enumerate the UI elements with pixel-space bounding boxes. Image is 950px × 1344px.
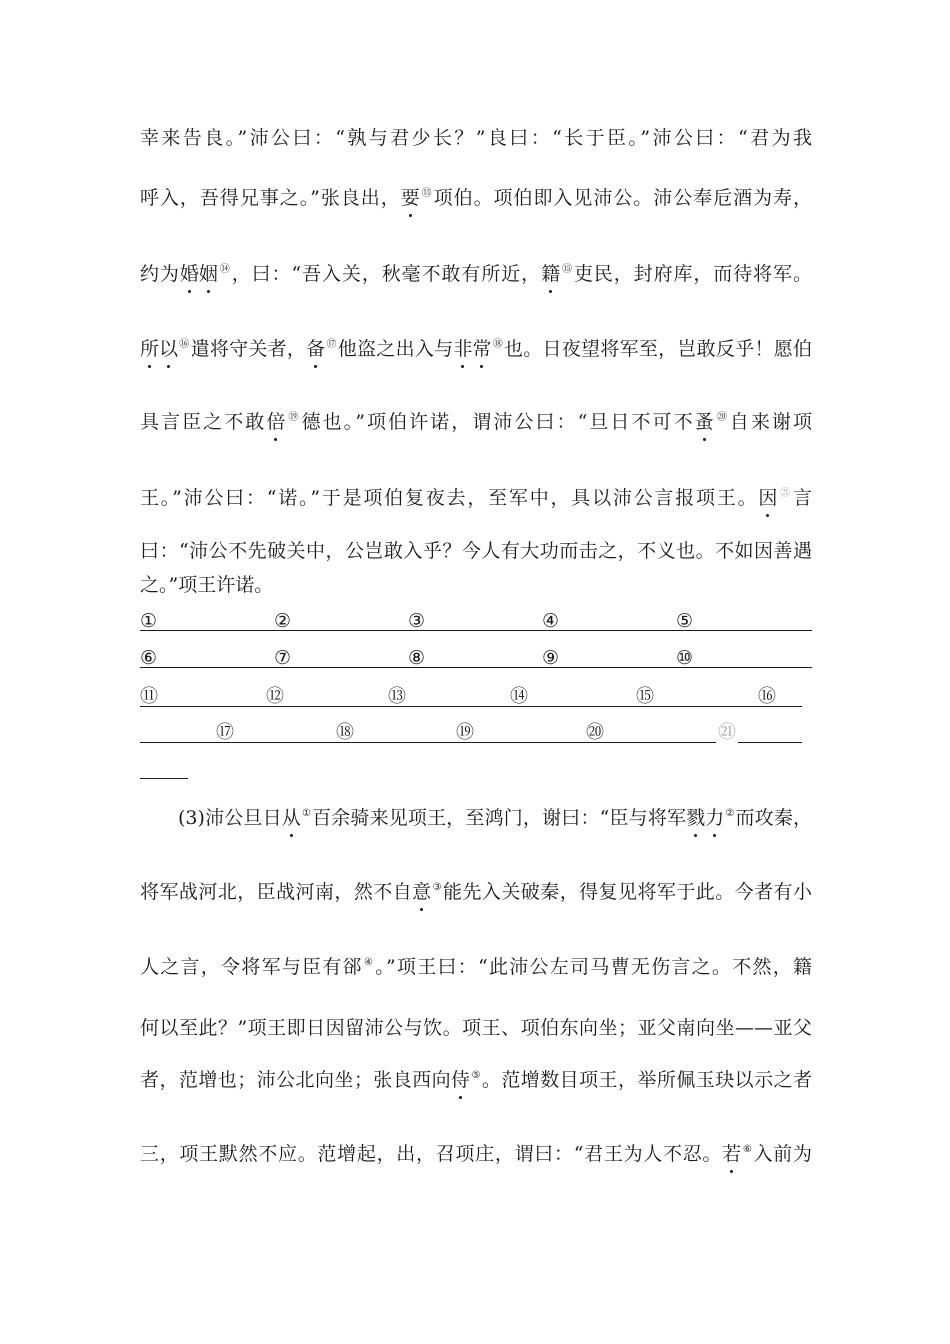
answer-label: ㉑ [716, 718, 738, 744]
answer-label: ① [140, 610, 158, 632]
footnote-marker: ⑮ [561, 264, 573, 275]
text-run: 他盗之出入与 [337, 338, 454, 360]
answer-row-4 [140, 720, 802, 743]
text-run: ，曰：“吾入关，秋毫不敢有所近， [231, 263, 542, 285]
footnote-marker: ⑭ [218, 264, 231, 275]
emphasized-char: 侍 [451, 1069, 471, 1091]
text-run: 自来谢项 [729, 411, 812, 433]
text-run: 之。”项王许诺。 [140, 574, 274, 596]
footnote-marker: ⑰ [326, 339, 337, 350]
answer-label: ⑫ [266, 686, 284, 707]
text-run: 以示之者 [734, 1069, 812, 1091]
text-run: 而攻秦， [735, 807, 813, 829]
footnote-marker: ⑬ [420, 188, 433, 199]
answer-label: ⑲ [456, 722, 474, 743]
answer-label: ⑮ [636, 686, 654, 707]
answer-row-2 [140, 645, 812, 668]
text-line [140, 1016, 812, 1040]
text-run: 遣将守关者， [190, 338, 307, 360]
text-line [140, 262, 812, 286]
emphasized-char: 倍 [266, 411, 286, 433]
text-run: 也。日夜望将军至，岂敢反乎！愿伯 [503, 338, 813, 360]
emphasized-char: 力 [705, 807, 725, 829]
answer-label: ⑱ [336, 722, 354, 743]
text-run: 王。”沛公曰：“诺。”于是项伯复夜去，至军中，具以沛公言报项王。 [140, 487, 759, 509]
text-run: 郤 [342, 956, 363, 978]
emphasized-char: 从 [281, 807, 301, 829]
text-run: 约为 [140, 263, 180, 285]
emphasized-char: 姻 [198, 263, 218, 285]
footnote-marker: ⑥ [742, 1144, 753, 1155]
footnote-marker: ⑯ [179, 339, 190, 350]
text-line [140, 337, 812, 361]
answer-label: ⑰ [216, 722, 234, 743]
text-run: 三，项王默然不应。范增起，出，召项庄，谓曰：“君王为人不忍。 [140, 1143, 723, 1165]
answer-label: ⑨ [542, 647, 560, 669]
text-run: 入前为 [753, 1143, 812, 1165]
answer-label: ④ [542, 610, 560, 632]
text-line [140, 126, 812, 150]
text-run: 幸来告良。”沛公曰：“孰与君少长？”良曰：“长于臣。”沛公曰：“君为我 [140, 127, 812, 149]
emphasized-char: 所 [140, 338, 160, 360]
footnote-marker: ⑱ [492, 339, 503, 350]
text-run: 言 [792, 487, 812, 509]
answer-label: ⑬ [388, 686, 406, 707]
answer-row-3 [140, 684, 802, 707]
text-run: 何以至此？”项王即日因留沛公与饮。项王、项伯东向坐；亚父南向坐——亚父 [140, 1017, 812, 1039]
text-line [178, 806, 812, 830]
answer-label: ⑦ [274, 647, 292, 669]
emphasized-char: 若 [722, 1143, 742, 1165]
text-line [140, 1142, 812, 1166]
text-line [140, 955, 812, 979]
text-line [140, 486, 812, 510]
answer-label: ⑳ [586, 722, 604, 743]
emphasized-char: 以 [159, 338, 179, 360]
emphasized-char: 籍 [541, 263, 561, 285]
footnote-marker: ⑤ [471, 1070, 481, 1081]
text-run: 能先入关破秦，得复见将军于此。今者有小 [443, 881, 812, 903]
emphasized-char: 婚 [179, 263, 199, 285]
emphasized-char: 非 [453, 338, 473, 360]
text-run: 德也。”项伯许诺，谓沛公曰：“旦日不可不 [301, 411, 695, 433]
text-line [140, 186, 812, 210]
footnote-marker: ③ [432, 882, 443, 893]
answer-label: ③ [408, 610, 426, 632]
answer-label: ⑧ [408, 647, 426, 669]
text-run: 玦 [715, 1069, 735, 1091]
answer-label: ② [274, 610, 292, 632]
answer-label: ⑯ [758, 686, 776, 707]
text-run: 百余骑来见项王，至鸿门，谢曰：“臣与将军 [312, 807, 687, 829]
emphasized-char: 蚤 [694, 411, 714, 433]
answer-label: ⑥ [140, 647, 158, 669]
footnote-marker: ⑳ [714, 412, 729, 423]
text-run: 人之言，令将军与臣有 [140, 956, 343, 978]
footnote-marker: ④ [363, 957, 375, 968]
emphasized-char: 备 [306, 338, 326, 360]
emphasized-char: 戮 [686, 807, 706, 829]
answer-label: ⑤ [676, 610, 694, 632]
emphasized-char: 要 [400, 187, 420, 209]
text-run: 具言臣之不敢 [140, 411, 267, 433]
text-line [140, 880, 812, 904]
footnote-marker: ① [301, 808, 312, 819]
text-run: 者，范增也；沛公北向坐；张良西向 [140, 1069, 452, 1091]
text-line [140, 410, 812, 434]
footnote-marker: ㉑ [778, 488, 792, 499]
emphasized-char: 因 [758, 487, 778, 509]
text-run: 曰：“沛公不先破关中，公岂敢入乎？今人有大功而击之，不义也。不如因善遇 [140, 540, 812, 562]
text-run: 项伯。项伯即入见沛公。沛公奉卮酒为寿， [433, 187, 812, 209]
answer-label: ⑭ [510, 686, 528, 707]
text-run: 将军战河北，臣战河南，然不自 [140, 881, 413, 903]
text-line [140, 573, 812, 597]
emphasized-char: 意 [412, 881, 432, 903]
answer-row-1 [140, 608, 812, 631]
text-line [140, 539, 812, 563]
text-run: 吏民，封府库，而待将军。 [573, 263, 813, 285]
text-run: 呼入，吾得兄事之。”张良出， [140, 187, 401, 209]
text-run: (3)沛公旦日 [178, 807, 282, 829]
text-run: 。范增数目项王，举所佩玉 [481, 1069, 716, 1091]
emphasized-char: 常 [472, 338, 492, 360]
answer-label: ⑪ [140, 686, 158, 707]
footnote-marker: ② [725, 808, 735, 819]
answer-row-5 [140, 756, 188, 779]
text-line [140, 1068, 812, 1092]
answer-label: ⑩ [676, 647, 694, 669]
footnote-marker: ⑲ [286, 412, 301, 423]
text-run: 。”项王曰：“此沛公左司马曹无伤言之。不然，籍 [375, 956, 812, 978]
